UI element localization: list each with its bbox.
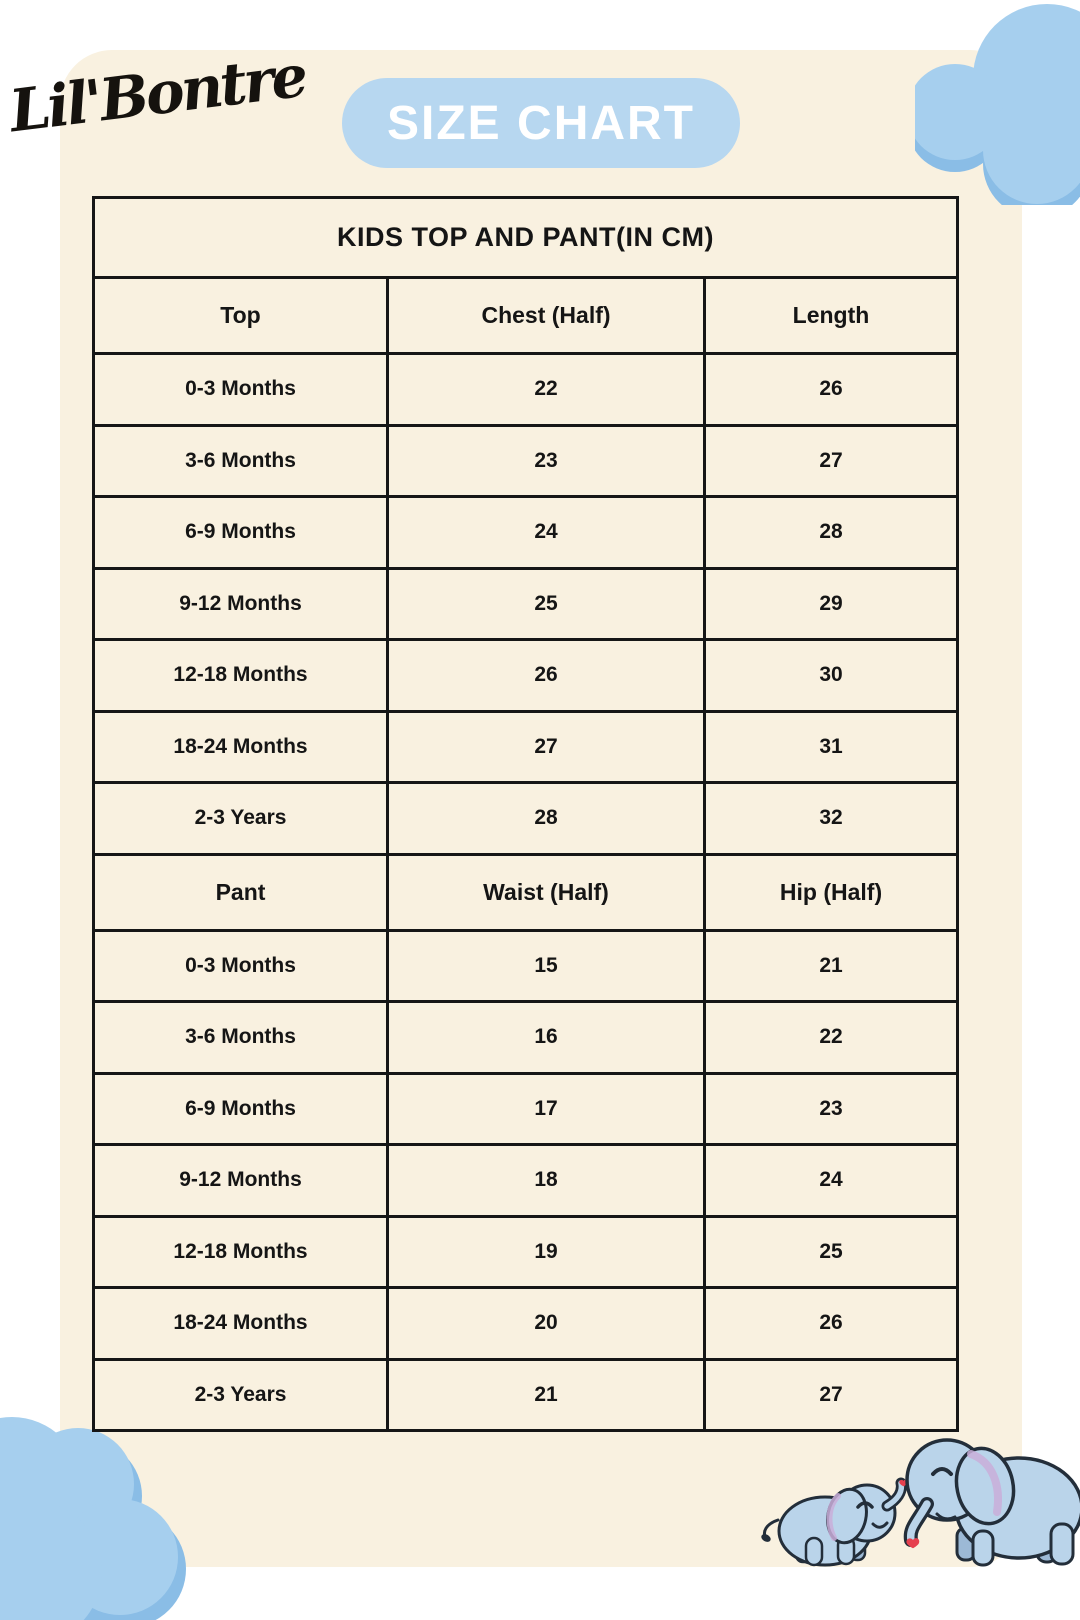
size-cell: 18-24 Months [94,711,388,783]
length-cell: 26 [705,354,958,426]
table-title-row [94,198,958,278]
waist-cell: 15 [388,930,705,1002]
table-row [94,425,958,497]
length-cell: 30 [705,640,958,712]
size-cell: 6-9 Months [94,497,388,569]
size-cell: 18-24 Months [94,1288,388,1360]
size-chart-badge [342,78,740,168]
brand-logo: Lil'Bontre [5,41,309,146]
hip-cell: 27 [705,1359,958,1431]
top-header-row [94,278,958,354]
chest-cell: 22 [388,354,705,426]
size-cell: 0-3 Months [94,354,388,426]
length-cell: 27 [705,425,958,497]
col-header-top: Top [94,278,388,354]
waist-cell: 19 [388,1216,705,1288]
chest-cell: 23 [388,425,705,497]
length-cell: 32 [705,783,958,855]
hip-cell: 22 [705,1002,958,1074]
table-row [94,1288,958,1360]
size-cell: 12-18 Months [94,1216,388,1288]
col-header-chest: Chest (Half) [388,278,705,354]
chest-cell: 25 [388,568,705,640]
col-header-pant: Pant [94,854,388,930]
table-row [94,1216,958,1288]
size-cell: 3-6 Months [94,425,388,497]
size-cell: 6-9 Months [94,1073,388,1145]
size-cell: 2-3 Years [94,1359,388,1431]
col-header-waist: Waist (Half) [388,854,705,930]
size-cell: 0-3 Months [94,930,388,1002]
col-header-length: Length [705,278,958,354]
waist-cell: 18 [388,1145,705,1217]
size-cell: 9-12 Months [94,1145,388,1217]
table-row [94,640,958,712]
size-chart-badge-label: SIZE CHART [387,96,695,150]
chest-cell: 24 [388,497,705,569]
hip-cell: 25 [705,1216,958,1288]
col-header-hip: Hip (Half) [705,854,958,930]
table-row [94,783,958,855]
table-row [94,497,958,569]
hip-cell: 26 [705,1288,958,1360]
waist-cell: 20 [388,1288,705,1360]
table-row [94,930,958,1002]
chest-cell: 28 [388,783,705,855]
table-row [94,1359,958,1431]
table-row [94,568,958,640]
waist-cell: 21 [388,1359,705,1431]
pant-header-row [94,854,958,930]
length-cell: 29 [705,568,958,640]
size-cell: 12-18 Months [94,640,388,712]
length-cell: 28 [705,497,958,569]
table-row [94,1002,958,1074]
table-row [94,711,958,783]
hip-cell: 23 [705,1073,958,1145]
length-cell: 31 [705,711,958,783]
hip-cell: 21 [705,930,958,1002]
table-row [94,1145,958,1217]
hip-cell: 24 [705,1145,958,1217]
table-row [94,1073,958,1145]
size-table [92,196,959,1432]
table-row [94,354,958,426]
chest-cell: 26 [388,640,705,712]
size-cell: 9-12 Months [94,568,388,640]
table-title: KIDS TOP AND PANT(IN CM) [94,198,958,278]
chest-cell: 27 [388,711,705,783]
waist-cell: 17 [388,1073,705,1145]
size-cell: 3-6 Months [94,1002,388,1074]
waist-cell: 16 [388,1002,705,1074]
size-cell: 2-3 Years [94,783,388,855]
